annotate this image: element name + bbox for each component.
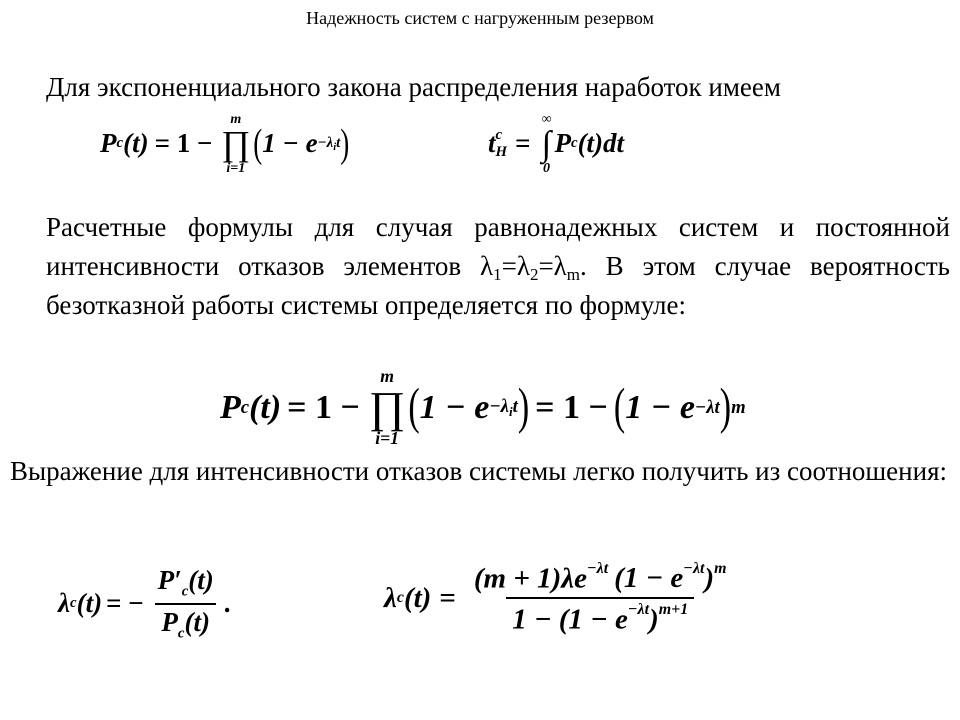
f3-lhs-sub: c <box>240 396 250 418</box>
f3-prod-upper: m <box>380 366 394 386</box>
f4-fraction <box>152 565 220 642</box>
f1-body: 1 − e <box>262 128 318 159</box>
f3-close-paren2: ) <box>719 379 732 435</box>
f2-lhs: t <box>488 128 496 159</box>
paragraph-equal-reliability: Расчетные формулы для случая равнонадежных систем и постоянной интенсивности отказов элементов $\lambda_1=\lambda_2=\lambda_m$. В этом случае вероятность безотказной работы системы определяется по формуле: <box>46 212 950 320</box>
f4-lhs-sub: c <box>69 595 77 612</box>
f1-eq: = 1 − <box>154 128 213 159</box>
f4-numerator: $P'_c(t)$ <box>157 565 214 600</box>
f1-prod-upper: m <box>230 111 242 127</box>
f5-lhs-sub: c <box>396 589 404 607</box>
f4-denominator: $P_c(t)$ <box>155 603 216 643</box>
f2-lhs-scripts: c H <box>495 127 508 160</box>
f1-prod-lower: i=1 <box>226 160 246 177</box>
f3-body2: 1 − e <box>625 388 695 426</box>
paragraph-exponential-law: Для экспоненциального закона распределения наработок имеем <box>46 72 781 102</box>
f3-arg: (t) <box>249 388 282 426</box>
f1-prod-symbol: ∏ <box>221 124 251 164</box>
f2-int-upper: ∞ <box>541 111 552 127</box>
paragraph-failure-rate: Выражение для интенсивности отказов системы легко получить из соотношения: <box>10 456 947 486</box>
f4-lhs: λ <box>58 588 70 619</box>
slide-header: Надежность систем с нагруженным резервом <box>306 8 654 28</box>
f3-open-paren2: ( <box>613 379 626 435</box>
formula-reliability-product <box>100 112 349 175</box>
f1-open-paren: ( <box>253 120 263 166</box>
f1-lhs: P <box>100 128 117 159</box>
f1-product <box>221 112 250 175</box>
f3-exp: $-\lambda_it$ <box>489 395 518 419</box>
formula-equal-reliability <box>220 368 746 448</box>
formula-mean-time <box>488 112 624 175</box>
f2-body: P <box>554 128 571 159</box>
f1-exp: $-\lambda_it$ <box>317 134 341 153</box>
f5-eq: = <box>439 581 456 614</box>
f1-close-paren: ) <box>340 120 350 166</box>
f2-integral <box>541 112 551 175</box>
f4-eq: = − <box>106 588 144 619</box>
f2-int-symbol: ∫ <box>541 124 552 164</box>
f3-eq: = 1 − <box>287 388 360 426</box>
f3-pow2: m <box>731 396 746 418</box>
f3-lhs: P <box>220 388 241 426</box>
f4-arg: (t) <box>76 588 103 619</box>
formula-failure-rate-exponential <box>384 560 737 637</box>
f3-prod-lower: i=1 <box>375 427 400 448</box>
f3-close-paren: ) <box>517 379 530 435</box>
f4-tail: . <box>223 588 231 619</box>
f1-lhs-sub: c <box>116 135 124 152</box>
f2-eq: = <box>515 128 531 159</box>
f1-arg: (t) <box>123 128 149 159</box>
f2-body-sub: c <box>570 135 578 152</box>
formula-failure-rate-derivative <box>58 565 231 642</box>
f3-prod-symbol: ∏ <box>368 382 406 432</box>
f5-numerator: $(m + 1)\lambda e^{-\lambda t}$ $(1 - e^{-\lambda t})^m$ <box>473 560 727 595</box>
f3-exp2: −λt <box>694 396 720 418</box>
f3-open-paren: ( <box>408 379 420 435</box>
f5-arg: (t) <box>403 581 432 614</box>
f2-body-rest: (t)dt <box>577 128 625 159</box>
f3-eq2: = 1 − <box>535 388 608 426</box>
f2-int-lower: 0 <box>542 160 550 177</box>
f3-product <box>369 368 405 448</box>
f5-lhs: λ <box>384 581 397 614</box>
f3-body: 1 − e <box>419 388 490 426</box>
f5-fraction <box>468 560 733 637</box>
f5-denominator: $1 - (1 - e^{-\lambda t})^{m+1}$ <box>506 597 694 636</box>
